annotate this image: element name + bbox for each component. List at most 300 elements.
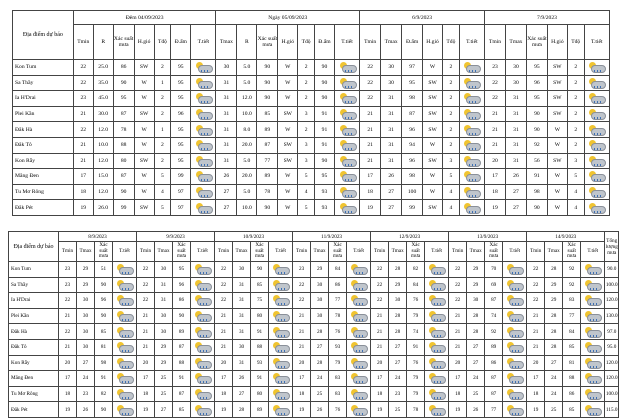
weather-cell [347, 324, 371, 340]
cell: 91 [251, 324, 269, 340]
cell: 22 [73, 122, 93, 138]
weather-cell [347, 371, 371, 387]
cell: SW [134, 153, 154, 169]
cell: 2 [154, 91, 171, 107]
weather-icon [428, 327, 445, 337]
weather-cell [334, 200, 359, 216]
cell: 22 [449, 262, 467, 278]
column-header: Tmax [311, 242, 329, 262]
cell: 1 [154, 122, 171, 138]
day-group-header: 7/9/2023 [485, 11, 610, 25]
weather-icon [195, 203, 212, 213]
cell: 120.0 [605, 355, 619, 371]
cell: 27 [155, 402, 173, 418]
weather-icon [339, 125, 356, 135]
weather-icon [272, 342, 289, 352]
cell: 4 [567, 200, 584, 216]
weather-icon [339, 140, 356, 150]
cell: SW [423, 75, 443, 91]
cell: 19 [215, 402, 233, 418]
weather-cell [334, 169, 359, 185]
cell: 22 [371, 293, 389, 309]
cell: 28 [389, 262, 407, 278]
weather-icon [506, 342, 523, 352]
weather-cell [425, 308, 449, 324]
weather-cell [584, 122, 609, 138]
weather-cell [347, 262, 371, 278]
table-row [9, 293, 619, 309]
cell: 90 [113, 75, 134, 91]
cell: 21 [215, 324, 233, 340]
cell: 20 [371, 355, 389, 371]
cell: 78 [257, 184, 278, 200]
cell: 31 [233, 293, 251, 309]
table-row [13, 106, 610, 122]
cell: 30 [505, 75, 526, 91]
weather-icon [116, 342, 133, 352]
table-row [9, 262, 619, 278]
weather-icon [194, 405, 211, 415]
cell: 90 [257, 91, 278, 107]
cell: SW [547, 91, 567, 107]
cell: SW [547, 153, 567, 169]
cell: 30.0 [93, 106, 113, 122]
cell: 31 [155, 277, 173, 293]
weather-icon [194, 358, 211, 368]
weather-cell [191, 75, 216, 91]
weather-icon [339, 156, 356, 166]
cell: 80 [251, 308, 269, 324]
weather-icon [350, 405, 367, 415]
weather-icon [350, 342, 367, 352]
cell: 93 [314, 200, 334, 216]
cell: 29 [311, 262, 329, 278]
cell: 19 [449, 402, 467, 418]
cell: 86 [173, 293, 191, 309]
cell: 12.0 [93, 153, 113, 169]
cell: 3 [442, 153, 459, 169]
weather-cell [269, 262, 293, 278]
cell: 5.0 [237, 184, 257, 200]
weather-icon [339, 62, 356, 72]
cell: 12.0 [93, 122, 113, 138]
cell: 29 [155, 339, 173, 355]
cell: 28 [545, 262, 563, 278]
cell: 22 [485, 91, 506, 107]
cell: 31 [381, 122, 402, 138]
weather-icon [428, 280, 445, 290]
cell: 31 [381, 137, 402, 153]
column-header: H.gió [423, 25, 443, 60]
cell: 19 [371, 402, 389, 418]
cell: 30 [381, 75, 402, 91]
cell: 15.0 [93, 169, 113, 185]
cell: 31 [233, 308, 251, 324]
cell: Plei Kần [9, 308, 59, 324]
cell: Đăk Hà [9, 324, 59, 340]
weather-cell [347, 339, 371, 355]
cell: Kon Tum [13, 60, 74, 76]
cell: 5 [567, 169, 584, 185]
weather-icon [506, 389, 523, 399]
cell: 69 [485, 277, 503, 293]
cell: 90 [526, 122, 547, 138]
cell: 90 [526, 200, 547, 216]
weather-cell [113, 371, 137, 387]
cell: 31 [216, 91, 237, 107]
cell: 29 [389, 277, 407, 293]
weather-icon [339, 203, 356, 213]
cell: 21 [293, 339, 311, 355]
cell: 85 [257, 106, 278, 122]
table-row [13, 91, 610, 107]
cell: Đăk Tô [9, 339, 59, 355]
cell: W [547, 137, 567, 153]
weather-icon [588, 62, 605, 72]
column-header: T.tiết [334, 25, 359, 60]
cell: 2 [567, 106, 584, 122]
weather-cell [334, 122, 359, 138]
weather-cell [425, 262, 449, 278]
cell: 26 [311, 402, 329, 418]
weather-cell [503, 402, 527, 418]
weather-icon [506, 264, 523, 274]
cell: 83 [329, 386, 347, 402]
weather-cell [584, 184, 609, 200]
weather-cell [584, 106, 609, 122]
column-header: Xác suất mưa [113, 25, 134, 60]
cell: W [278, 184, 298, 200]
cell: 30 [311, 308, 329, 324]
cell: 31 [505, 106, 526, 122]
weather-cell [503, 371, 527, 387]
cell: Măng Đen [9, 371, 59, 387]
day-group-header: 14/9/2023 [527, 232, 605, 242]
weather-cell [334, 75, 359, 91]
cell: 2 [298, 75, 315, 91]
cell: 77 [563, 308, 581, 324]
cell: 18 [485, 184, 506, 200]
cell: 2 [442, 75, 459, 91]
cell: 95 [171, 91, 191, 107]
cell: 95 [314, 169, 334, 185]
column-header: T.tiết [113, 242, 137, 262]
cell: 4 [154, 184, 171, 200]
cell: 21 [73, 137, 93, 153]
weather-icon [195, 125, 212, 135]
cell: 30 [155, 262, 173, 278]
cell: 98 [526, 184, 547, 200]
cell: 84 [563, 324, 581, 340]
cell: 89 [257, 169, 278, 185]
cell: Đăk Pét [9, 402, 59, 418]
column-header: Tmin [371, 242, 389, 262]
cell: 90 [251, 262, 269, 278]
weather-icon [584, 389, 601, 399]
cell: 25 [155, 371, 173, 387]
weather-cell [503, 386, 527, 402]
weather-icon [588, 171, 605, 181]
weather-icon [463, 93, 480, 103]
cell: 21 [137, 339, 155, 355]
cell: 24 [467, 371, 485, 387]
cell: 22 [73, 75, 93, 91]
cell: 18 [73, 184, 93, 200]
cell: 28 [311, 324, 329, 340]
cell: 95 [173, 262, 191, 278]
weather-icon [194, 342, 211, 352]
weather-cell [459, 122, 484, 138]
cell: 23 [59, 277, 77, 293]
cell: 29 [77, 262, 95, 278]
weather-icon [350, 311, 367, 321]
cell: 74 [485, 308, 503, 324]
cell: Ia H'Drai [9, 293, 59, 309]
cell: 28 [545, 308, 563, 324]
cell: 99 [402, 200, 423, 216]
cell: 21 [527, 308, 545, 324]
column-header: T.tiết [269, 242, 293, 262]
cell: 28 [389, 324, 407, 340]
weather-cell [113, 339, 137, 355]
weather-icon [506, 295, 523, 305]
cell: 86 [563, 386, 581, 402]
cell: 85 [563, 402, 581, 418]
cell: 83 [329, 371, 347, 387]
cell: 31 [216, 122, 237, 138]
cell: 90 [113, 184, 134, 200]
cell: 5.0 [237, 153, 257, 169]
cell: 2 [154, 106, 171, 122]
weather-icon [584, 358, 601, 368]
cell: 95 [171, 137, 191, 153]
weather-cell [459, 106, 484, 122]
cell: 31 [233, 277, 251, 293]
cell: 82 [407, 262, 425, 278]
weather-icon [584, 280, 601, 290]
cell: 96 [95, 293, 113, 309]
weather-icon [116, 264, 133, 274]
weather-icon [428, 264, 445, 274]
weather-icon [428, 389, 445, 399]
weather-cell [425, 402, 449, 418]
weather-cell [503, 277, 527, 293]
column-header: Tđộ [154, 25, 171, 60]
cell: 28 [389, 308, 407, 324]
cell: Tu Mơ Rông [13, 184, 74, 200]
column-header: Tmin [137, 242, 155, 262]
cell: 18 [215, 386, 233, 402]
cell: 4 [442, 200, 459, 216]
weather-icon [350, 295, 367, 305]
cell: 86 [485, 355, 503, 371]
cell: 5 [442, 169, 459, 185]
cell: 17 [485, 169, 506, 185]
column-header: Xác suất mưa [563, 242, 581, 262]
cell: 96 [526, 75, 547, 91]
weather-cell [581, 324, 605, 340]
column-header: Tđộ [298, 25, 315, 60]
cell: Măng Đen [13, 169, 74, 185]
column-header: H.gió [134, 25, 154, 60]
weather-icon [463, 156, 480, 166]
column-header: Tmax [155, 242, 173, 262]
cell: 30 [216, 60, 237, 76]
cell: 27 [77, 355, 95, 371]
weather-cell [113, 386, 137, 402]
cell: 10.0 [93, 137, 113, 153]
table-row [9, 402, 619, 418]
cell: 31 [216, 137, 237, 153]
cell: 22 [485, 75, 506, 91]
weather-cell [191, 308, 215, 324]
weather-icon [428, 342, 445, 352]
cell: 28 [467, 324, 485, 340]
weather-cell [347, 293, 371, 309]
cell: Tu Mơ Rông [9, 386, 59, 402]
cell: 18 [293, 386, 311, 402]
weather-cell [191, 293, 215, 309]
cell: W [547, 184, 567, 200]
cell: 17 [73, 169, 93, 185]
cell: 82 [95, 386, 113, 402]
cell: 97.0 [605, 324, 619, 340]
cell: 4 [442, 184, 459, 200]
cell: 18 [360, 184, 381, 200]
cell: SW [547, 60, 567, 76]
cell: 2 [154, 137, 171, 153]
table-row [9, 308, 619, 324]
cell: 23 [485, 60, 506, 76]
cell: 22 [360, 75, 381, 91]
weather-cell [269, 371, 293, 387]
cell: 90 [95, 402, 113, 418]
cell: SW [423, 200, 443, 216]
weather-cell [269, 308, 293, 324]
cell: 24 [545, 386, 563, 402]
cell: 2 [442, 137, 459, 153]
weather-icon [116, 389, 133, 399]
cell: W [134, 137, 154, 153]
cell: 91 [251, 371, 269, 387]
cell: 22 [360, 91, 381, 107]
weather-icon [463, 125, 480, 135]
cell: 29 [545, 277, 563, 293]
cell: 97 [171, 200, 191, 216]
weather-cell [459, 91, 484, 107]
cell: 30 [233, 339, 251, 355]
weather-icon [588, 125, 605, 135]
table-row [13, 137, 610, 153]
weather-cell [425, 277, 449, 293]
cell: 91 [314, 106, 334, 122]
cell: 76 [407, 293, 425, 309]
weather-icon [272, 389, 289, 399]
weather-cell [459, 153, 484, 169]
cell: SW [134, 106, 154, 122]
cell: 5 [154, 200, 171, 216]
cell: 1 [154, 75, 171, 91]
cell: 87 [113, 106, 134, 122]
weather-icon [584, 373, 601, 383]
weather-icon [463, 62, 480, 72]
column-header: Tmin [360, 25, 381, 60]
weather-icon [194, 295, 211, 305]
cell: 75 [251, 293, 269, 309]
column-header: Tđộ [442, 25, 459, 60]
cell: 45.0 [93, 91, 113, 107]
cell: 4 [298, 184, 315, 200]
cell: 90 [526, 106, 547, 122]
cell: 21 [137, 324, 155, 340]
cell: 3 [298, 137, 315, 153]
cell: 19 [485, 200, 506, 216]
cell: 19 [527, 402, 545, 418]
cell: 79 [407, 386, 425, 402]
cell: 22 [527, 277, 545, 293]
cell: W [547, 122, 567, 138]
weather-icon [272, 280, 289, 290]
cell: 21 [527, 324, 545, 340]
weather-cell [113, 293, 137, 309]
weather-cell [581, 371, 605, 387]
weather-icon [463, 171, 480, 181]
cell: 10.0 [237, 106, 257, 122]
cell: 92 [526, 137, 547, 153]
cell: 87 [173, 386, 191, 402]
cell: SW [423, 122, 443, 138]
weather-cell [269, 339, 293, 355]
cell: 31 [233, 355, 251, 371]
weather-icon [194, 389, 211, 399]
weather-icon [339, 109, 356, 119]
weather-cell [503, 339, 527, 355]
weather-icon [463, 187, 480, 197]
cell: 30 [77, 324, 95, 340]
weather-cell [347, 355, 371, 371]
cell: 17 [59, 371, 77, 387]
cell: 80 [251, 386, 269, 402]
weather-icon [350, 389, 367, 399]
cell: 2 [298, 122, 315, 138]
weather-icon [350, 358, 367, 368]
weather-icon [195, 140, 212, 150]
cell: 79 [407, 308, 425, 324]
cell: 2 [567, 137, 584, 153]
cell: Đăk Hà [13, 122, 74, 138]
cell: 19 [137, 402, 155, 418]
weather-cell [584, 153, 609, 169]
table-row [9, 339, 619, 355]
cell: 30 [505, 60, 526, 76]
cell: 26 [216, 169, 237, 185]
column-header: Tmax [505, 25, 526, 60]
weather-icon [116, 295, 133, 305]
weather-icon [428, 311, 445, 321]
cell: 91 [314, 137, 334, 153]
cell: 87 [173, 339, 191, 355]
weather-icon [350, 264, 367, 274]
table-row [13, 184, 610, 200]
cell: 92 [563, 262, 581, 278]
cell: 84 [407, 277, 425, 293]
cell: 120.0 [605, 371, 619, 387]
cell: 27 [381, 184, 402, 200]
day-group-header: Ngày 05/09/2023 [216, 11, 360, 25]
cell: 31 [505, 122, 526, 138]
cell: 89 [257, 122, 278, 138]
cell: 31 [381, 91, 402, 107]
